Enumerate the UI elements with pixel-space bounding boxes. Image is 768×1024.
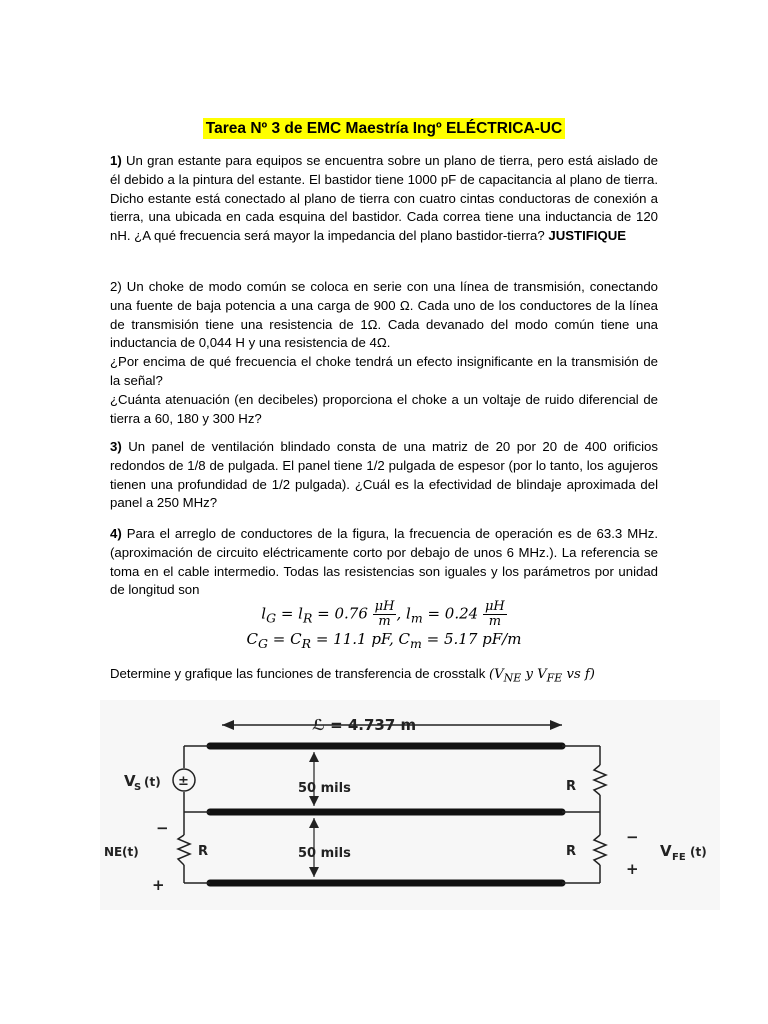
svg-text:(t): (t)	[122, 845, 139, 859]
svg-text:R: R	[566, 844, 577, 859]
question-2	[110, 278, 658, 428]
vfe-label: V	[660, 842, 672, 860]
question-4-text: Para el arreglo de conductores de la figura, la frecuencia de operación es de 63.3 MHz. (aproximación de circuito eléctricamente corto por debajo de unos 6 MHz.). La referencia se toma en el cable intermedio. Todas las resistencias son iguales y los parámetros por unidad de longitud son	[110, 526, 658, 598]
question-1-number: 1)	[110, 153, 122, 168]
question-1	[110, 152, 658, 246]
question-1-text: Un gran estante para equipos se encuentra sobre un plano de tierra, pero está aislado de él debido a la pintura del estante. El bastidor tiene 1000 pF de capacitancia al plano de tierra. Dicho estante está conectado al plano de tierra con cuatro cintas conductoras de conexión a tierra, una ubicada en cada esquina del bastidor. Cada correa tiene una inductancia de 120 nH. ¿A qué frecuencia será mayor la impedancia del plano bastidor-tierra?	[110, 153, 658, 244]
svg-text:±: ±	[178, 774, 189, 789]
question-2-line2: ¿Por encima de qué frecuencia el choke tendrá un efecto insignificante en la transmisión de la señal?	[110, 354, 658, 388]
question-2-number: 2)	[110, 279, 122, 294]
equation-capacitance: $C_G = C_R = 11.1$ pF, $C_m = 5.17$ pF/m	[246, 630, 522, 651]
svg-text:+: +	[626, 860, 639, 878]
document-title: Tarea Nº 3 de EMC Maestría Ingº ELÉCTRICA-UC	[203, 118, 565, 139]
question-3	[110, 438, 658, 513]
svg-text:R: R	[198, 844, 209, 859]
question-3-text: Un panel de ventilación blindado consta de una matriz de 20 por 20 de 400 orificios redondos de 1/8 de pulgada. El panel tiene 1/2 pulgada de espesor (por lo tanto, los agujeros tienen una profundidad de 1/2 pulgada). ¿Cuál es la efectividad de blindaje aproximada del panel a 250 MHz?	[110, 439, 658, 511]
question-3-number: 3)	[110, 439, 122, 454]
svg-text:FE: FE	[672, 852, 686, 863]
equation-inductance: $l_G = l_R = 0.76$ $\frac{\mu H}{m}$ , $l_m = 0.24$ $\frac{\mu H}{m}$	[261, 599, 505, 629]
svg-text:+: +	[152, 876, 165, 894]
spacing-bottom-label: 50 mils	[298, 846, 351, 861]
question-1-justify: JUSTIFIQUE	[548, 228, 627, 244]
svg-text:R: R	[566, 779, 577, 794]
equations	[0, 600, 768, 654]
svg-text:(t): (t)	[144, 775, 161, 789]
svg-text:(t): (t)	[690, 845, 707, 859]
question-2-text: Un choke de modo común se coloca en serie con una línea de transmisión, conectando una fuente de baja potencia a una carga de 900 Ω. Cada uno de los conductores de la línea de transmisión tiene una resistencia de 1Ω. Cada devanado del modo común tiene una inductancia de 0,044 H y una resistencia de 4Ω.	[110, 279, 658, 351]
length-label: ℒ = 4.737 m	[312, 716, 417, 734]
vs-label: V	[124, 772, 136, 790]
svg-text:S: S	[134, 782, 142, 793]
svg-text:−: −	[626, 828, 639, 846]
vne-label: NE	[104, 845, 123, 859]
conductor-figure	[100, 700, 720, 910]
title-wrap	[0, 118, 768, 139]
question-4-number: 4)	[110, 526, 122, 541]
question-4	[110, 525, 658, 600]
svg-text:−: −	[156, 819, 169, 837]
question-2-line3: ¿Cuánta atenuación (en decibeles) proporciona el choke a un voltaje de ruido diferencial de tierra a 60, 180 y 300 Hz?	[110, 391, 658, 426]
spacing-top-label: 50 mils	[298, 781, 351, 796]
circuit-diagram	[100, 700, 720, 910]
transfer-function-instruction: Determine y grafique las funciones de transferencia de crosstalk ($V_{NE}$ y $V_{FE}$ vs f)	[110, 666, 595, 685]
